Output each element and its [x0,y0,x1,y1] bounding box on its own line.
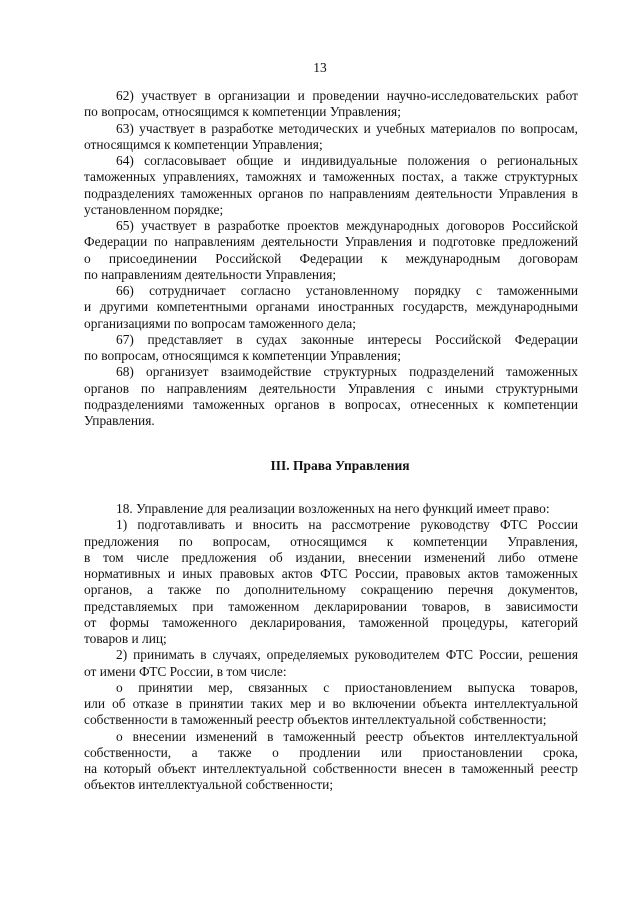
text-line: по вопросам, относящимся к компетенции Управления; [84,348,401,363]
text-line: 66) сотрудничает согласно установленному порядку с таможенными [116,283,578,298]
paragraph [84,647,578,680]
text-line: предложения по вопросам, относящимся к компетенции Управления, [84,533,578,549]
paragraph [84,501,578,517]
text-line: в том числе предложения об издании, внесении изменений либо отмене [84,549,578,565]
text-line: 67) представляет в судах законные интересы Российской Федерации [116,331,578,347]
text-line: собственности, а также о продлении или приостановлении срока, [84,744,578,760]
paragraph [84,121,578,154]
text-line: о присоединении Российской Федерации к международным договорам [84,250,578,266]
text-line: представляемых при таможенном декларировании товаров, в зависимости [84,598,578,614]
text-line: о внесении изменений в таможенный реестр объектов интеллектуальной [116,728,578,744]
page-number: 13 [313,60,327,75]
paragraph [84,218,578,283]
text-line: подразделениями таможенных органов в вопросах, отнесенных к компетенции [84,396,578,412]
text-line: от формы таможенного декларирования, таможенной процедуры, категорий [84,614,578,630]
text-line: 2) принимать в случаях, определяемых руководителем ФТС России, решения [116,647,578,663]
section-heading: III. Права Управления [270,458,410,473]
paragraph [84,364,578,429]
text-line: 64) согласовывает общие и индивидуальные положения о региональных [116,153,578,168]
text-line: 65) участвует в разработке проектов международных договоров Российской [116,218,578,233]
text-line: по вопросам, относящимся к компетенции Управления; [84,104,401,120]
text-line: товаров и лиц; [84,631,167,646]
text-line: собственности в таможенный реестр объектов интеллектуальной собственности; [84,712,547,728]
text-line: установленном порядке; [84,201,224,217]
text-line: 1) подготавливать и вносить на рассмотрение руководству ФТС России [116,517,578,533]
text-line: относящимся к компетенции Управления; [84,136,323,152]
paragraph [84,729,578,794]
paragraph [84,153,578,218]
text-line: от имени ФТС России, в том числе: [84,663,287,679]
text-line: Управления. [84,413,155,428]
text-line: таможенных управлениях, таможнях и таможенных постах, а также структурных [84,169,578,185]
paragraph [84,680,578,729]
text-line: 18. Управление для реализации возложенных на него функций имеет право: [116,501,550,516]
text-line: органов, а также по дополнительному сокращению перечня документов, [84,582,578,598]
paragraph [84,283,578,332]
paragraph [84,88,578,121]
paragraph [84,517,578,647]
text-line: организациями по вопросам таможенного дела; [84,315,356,331]
text-line: органов по направлениям деятельности Управления с иными структурными [84,380,578,396]
text-line: на который объект интеллектуальной собственности внесен в таможенный реестр [84,761,578,776]
text-line: объектов интеллектуальной собственности; [84,777,334,793]
text-line: 68) организует взаимодействие структурных подразделений таможенных [116,364,578,380]
text-line: подразделениях таможенных органов по направлениям деятельности Управления в [84,185,578,201]
text-line: по направлениям деятельности Управления; [84,266,337,282]
text-line: о принятии мер, связанных с приостановлением выпуска товаров, [116,679,578,695]
text-line: 62) участвует в организации и проведении научно-исследовательских работ [116,88,578,103]
text-line: 63) участвует в разработке методических и учебных материалов по вопросам, [116,120,578,136]
section-2-body [84,501,578,794]
text-line: Федерации по направлениям деятельности Управления и подготовке предложений [84,234,578,250]
text-line: и другими компетентными органами иностранных государств, международными [84,299,578,315]
paragraph [84,332,578,365]
text-line: нормативных и иных правовых актов ФТС России, правовых актов таможенных [84,566,578,581]
section-1-body [84,88,578,429]
text-line: или об отказе в принятии таких мер и во включении объекта интеллектуальной [84,696,578,711]
